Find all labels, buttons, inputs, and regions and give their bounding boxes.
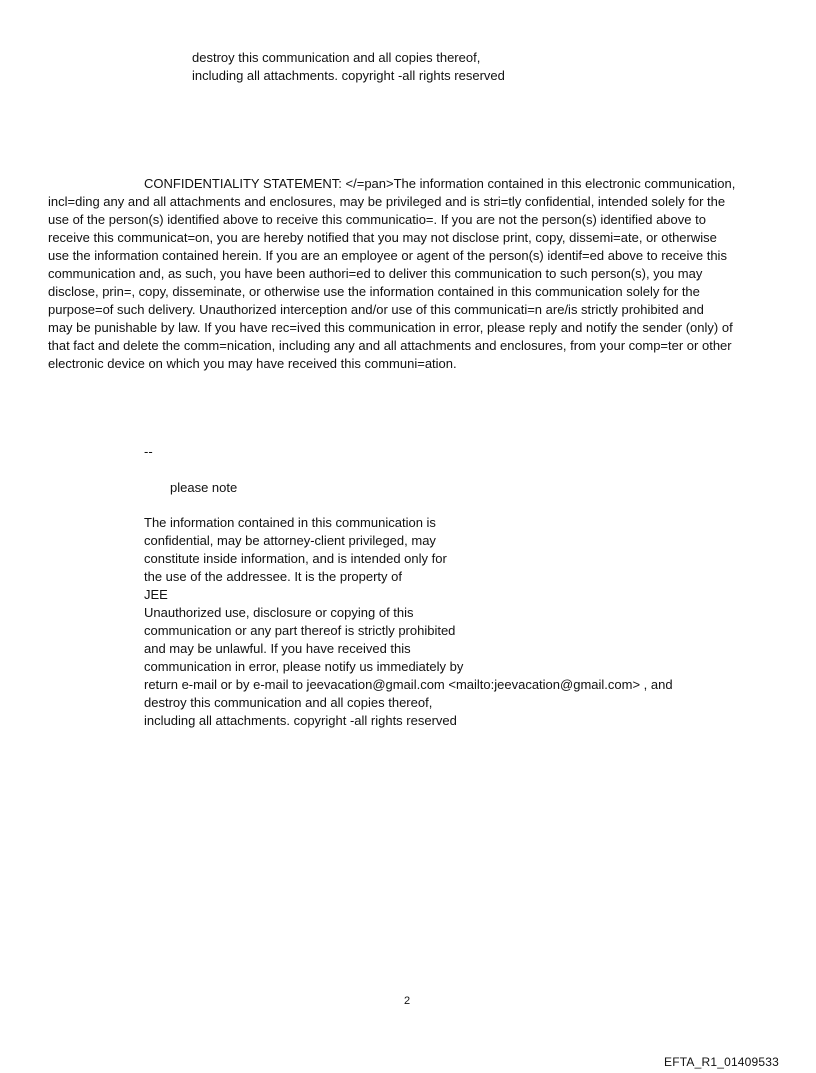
text-line: destroy this communication and all copies thereof,	[192, 50, 481, 65]
text-line: CONFIDENTIALITY STATEMENT: </=pan>The information contained in this electronic communication,	[144, 176, 736, 191]
text-line: electronic device on which you may have received this communi=ation.	[48, 356, 457, 371]
text-line: use of the person(s) identified above to receive this communicatio=. If you are not the person(s) identified above to	[48, 212, 706, 227]
text-line: and may be unlawful. If you have received this	[144, 641, 411, 656]
text-line: the use of the addressee. It is the property of	[144, 569, 402, 584]
text-line: including all attachments. copyright -all rights reserved	[192, 68, 505, 83]
text-line: may be punishable by law. If you have rec=ived this communication in error, please reply and notify the sender (only) of	[48, 320, 733, 335]
text-line: Unauthorized use, disclosure or copying of this	[144, 605, 414, 620]
signature-separator: --	[144, 444, 153, 459]
page-number: 2	[404, 995, 411, 1007]
text-line: purpose=of such delivery. Unauthorized interception and/or use of this communicati=n are/is strictly prohibited and	[48, 302, 704, 317]
text-line: return e-mail or by e-mail to jeevacation@gmail.com <mailto:jeevacation@gmail.com> , and	[144, 677, 673, 692]
text-line: JEE	[144, 587, 168, 602]
confidentiality-statement	[48, 175, 735, 373]
text-line: disclose, prin=, copy, disseminate, or otherwise use the information contained in this communication solely for the	[48, 284, 700, 299]
text-line: use the information contained herein. If you are an employee or agent of the person(s) identif=ed above to receive this	[48, 248, 727, 263]
text-line: receive this communicat=on, you are hereby notified that you may not disclose print, copy, dissemi=ate, or otherwise	[48, 230, 717, 245]
notice-block	[144, 514, 673, 730]
text-line: communication or any part thereof is strictly prohibited	[144, 623, 456, 638]
text-line: incl=ding any and all attachments and enclosures, may be privileged and is stri=tly confidential, intended solely for the	[48, 194, 726, 209]
text-line: constitute inside information, and is intended only for	[144, 551, 447, 566]
text-line: including all attachments. copyright -all rights reserved	[144, 713, 457, 728]
text-line: that fact and delete the comm=nication, including any and all attachments and enclosures, from your comp=ter or other	[48, 338, 732, 353]
text-line: confidential, may be attorney-client privileged, may	[144, 533, 436, 548]
text-line: communication in error, please notify us immediately by	[144, 659, 464, 674]
top-continuation-block	[192, 49, 505, 85]
please-note-heading: please note	[170, 480, 238, 495]
document-id: EFTA_R1_01409533	[664, 1055, 780, 1069]
text-line: The information contained in this communication is	[144, 515, 436, 530]
text-line: communication and, as such, you have been authori=ed to deliver this communication to such person(s), you may	[48, 266, 703, 281]
text-line: destroy this communication and all copies thereof,	[144, 695, 433, 710]
